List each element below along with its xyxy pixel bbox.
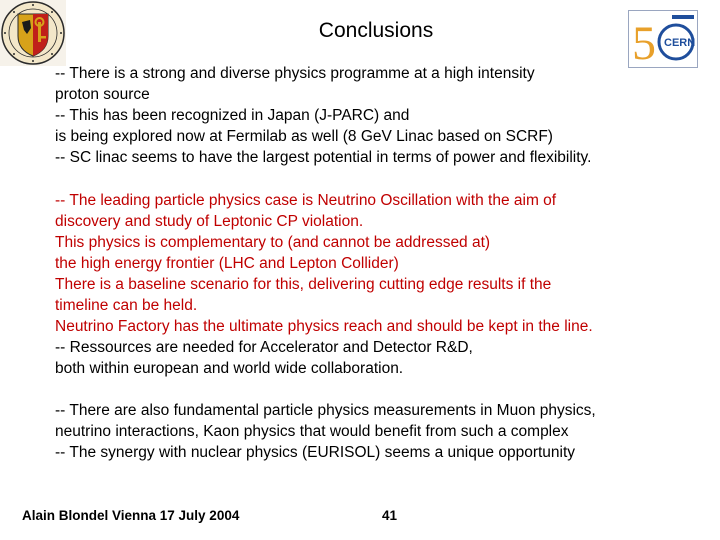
text-line: neutrino interactions, Kaon physics that would benefit from such a complex	[55, 423, 569, 440]
svg-text:5: 5	[632, 17, 656, 68]
text-line: proton source	[55, 86, 150, 103]
text-line: -- Ressources are needed for Accelerator and Detector R&D,	[55, 339, 473, 356]
text-line: -- This has been recognized in Japan (J-PARC) and	[55, 107, 410, 124]
footer-author-event: Alain Blondel Vienna 17 July 2004	[22, 508, 240, 523]
text-line: is being explored now at Fermilab as well (8 GeV Linac based on SCRF)	[55, 128, 553, 145]
slide-body	[55, 63, 705, 463]
paragraph-2	[55, 190, 705, 379]
slide-title: Conclusions	[318, 19, 434, 42]
svg-text:CERN: CERN	[664, 37, 696, 49]
text-line: -- The synergy with nuclear physics (EURISOL) seems a unique opportunity	[55, 444, 576, 461]
text-line-red: This physics is complementary to (and cannot be addressed at)	[55, 234, 491, 251]
text-line: -- There are also fundamental particle physics measurements in Muon physics,	[55, 402, 596, 419]
paragraph-1	[55, 63, 705, 168]
text-line-red: Neutrino Factory has the ultimate physics reach and should be kept in the line.	[55, 318, 593, 335]
text-line-red: the high energy frontier (LHC and Lepton Collider)	[55, 255, 399, 272]
text-line-red: discovery and study of Leptonic CP violation.	[55, 213, 364, 230]
text-line-red: timeline can be held.	[55, 297, 198, 314]
text-line: both within european and world wide collaboration.	[55, 360, 404, 377]
text-line: -- There is a strong and diverse physics programme at a high intensity	[55, 65, 535, 82]
paragraph-3	[55, 400, 705, 463]
text-line: -- SC linac seems to have the largest potential in terms of power and flexibility.	[55, 149, 592, 166]
text-line-red: -- The leading particle physics case is Neutrino Oscillation with the aim of	[55, 192, 557, 209]
text-line-red: There is a baseline scenario for this, delivering cutting edge results if the	[55, 276, 552, 293]
page-number: 41	[382, 508, 398, 523]
